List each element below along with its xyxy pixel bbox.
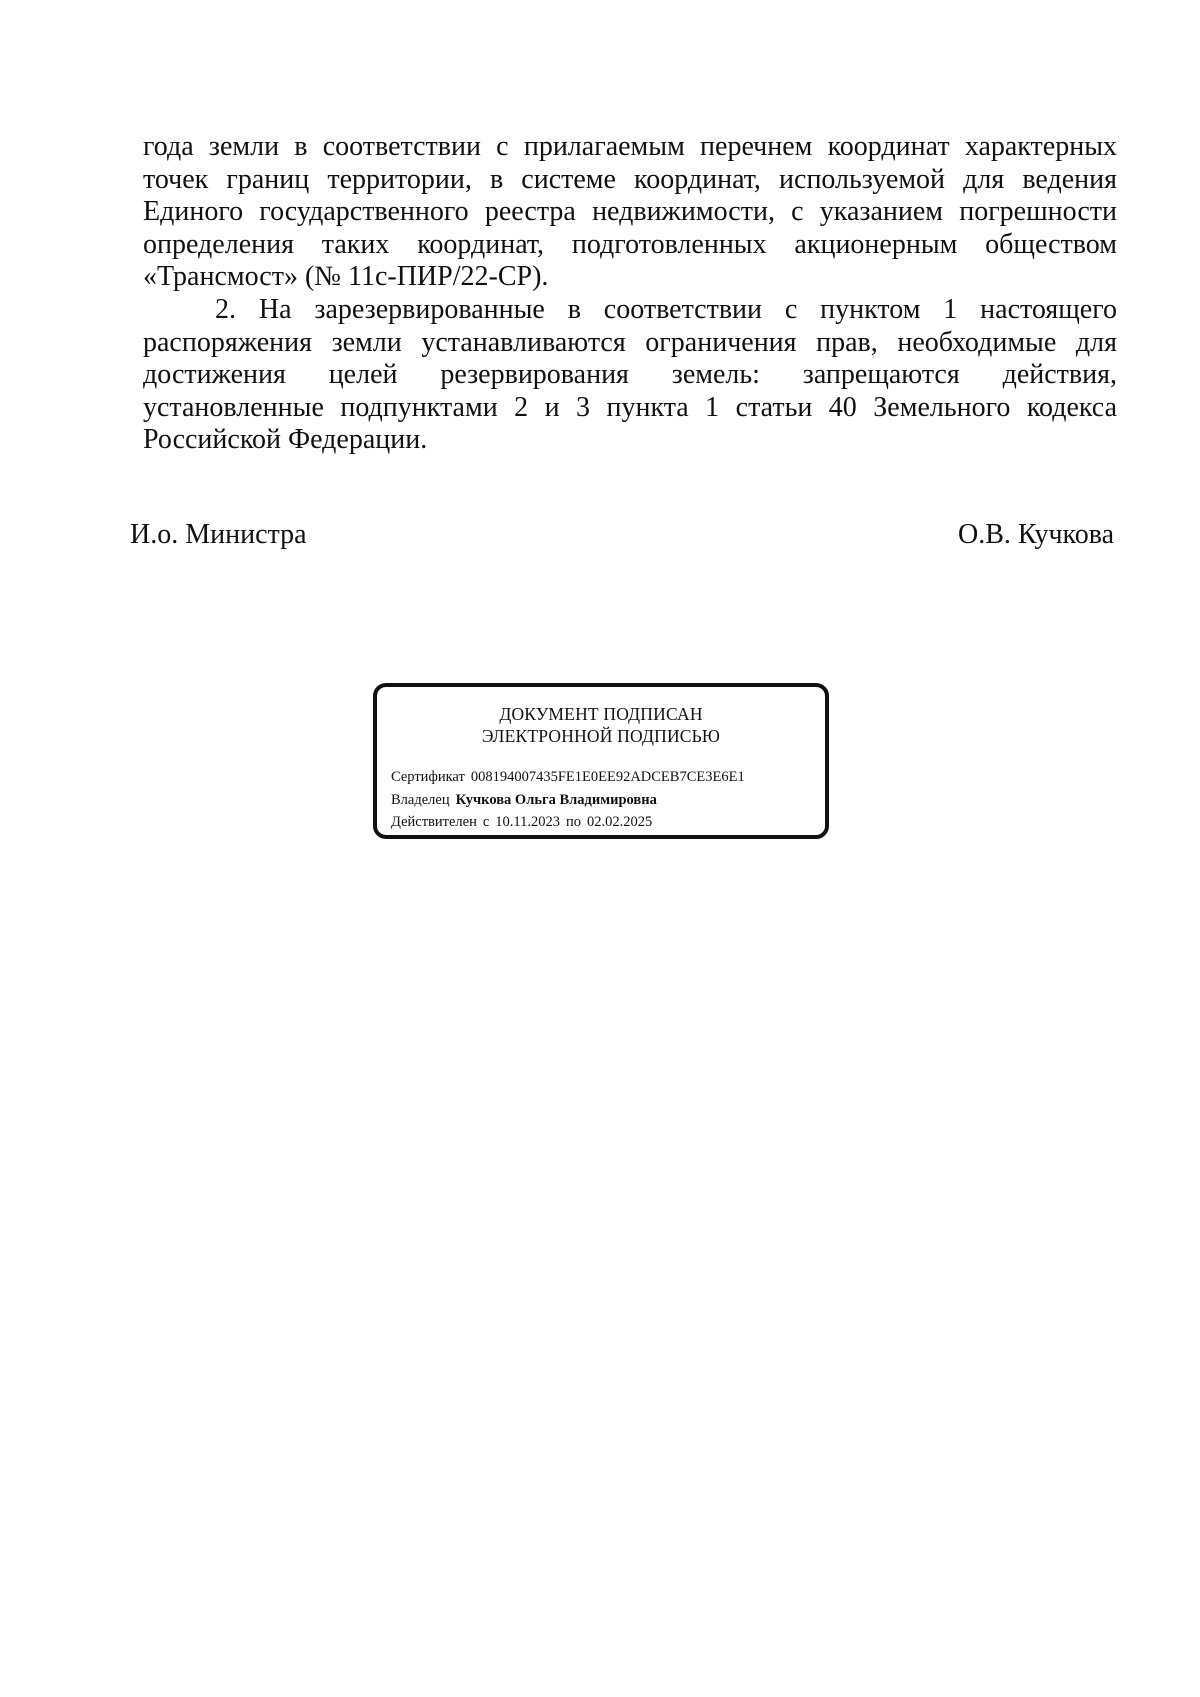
certificate-value: 008194007435FE1E0EE92ADCEB7CE3E6E1	[470, 769, 745, 785]
stamp-owner-row	[391, 791, 657, 809]
paragraph-continuation: года земли в соответствии с прилагаемым перечнем координат характерных точек границ территории, в системе координат, используемой для ведения Единого государственного реестра недвижимости, с указанием погрешности определения таких координат, подготовленных акционерным обществом «Трансмост» (№ 11с-ПИР/22-СР).	[143, 131, 1117, 293]
paragraph-2: 2. На зарезервированные в соответствии с пунктом 1 настоящего распоряжения земли устанавливаются ограничения прав, необходимые для достижения целей резервирования земель: запрещаются действия, установленные подпунктами 2 и 3 пункта 1 статьи 40 Земельного кодекса Российской Федерации.	[143, 293, 1117, 456]
stamp-certificate-row	[391, 768, 745, 786]
valid-from-date: 10.11.2023	[495, 814, 561, 830]
certificate-label: Сертификат	[391, 769, 465, 785]
valid-label: Действителен	[391, 814, 477, 830]
electronic-signature-stamp	[373, 683, 829, 839]
stamp-heading-line2: ЭЛЕКТРОННОЙ ПОДПИСЬЮ	[481, 726, 721, 746]
document-body	[143, 131, 1117, 457]
valid-to-label: по	[566, 814, 582, 830]
stamp-heading	[377, 703, 825, 747]
valid-to-date: 02.02.2025	[587, 814, 653, 830]
owner-value: Кучкова Ольга Владимировна	[455, 792, 657, 808]
stamp-validity-row	[391, 813, 652, 831]
valid-from-label: с	[482, 814, 490, 830]
signatory-name: О.В. Кучкова	[957, 519, 1114, 550]
owner-label: Владелец	[391, 792, 450, 808]
stamp-heading-line1: ДОКУМЕНТ ПОДПИСАН	[499, 704, 703, 724]
signatory-position: И.о. Министра	[130, 519, 307, 550]
